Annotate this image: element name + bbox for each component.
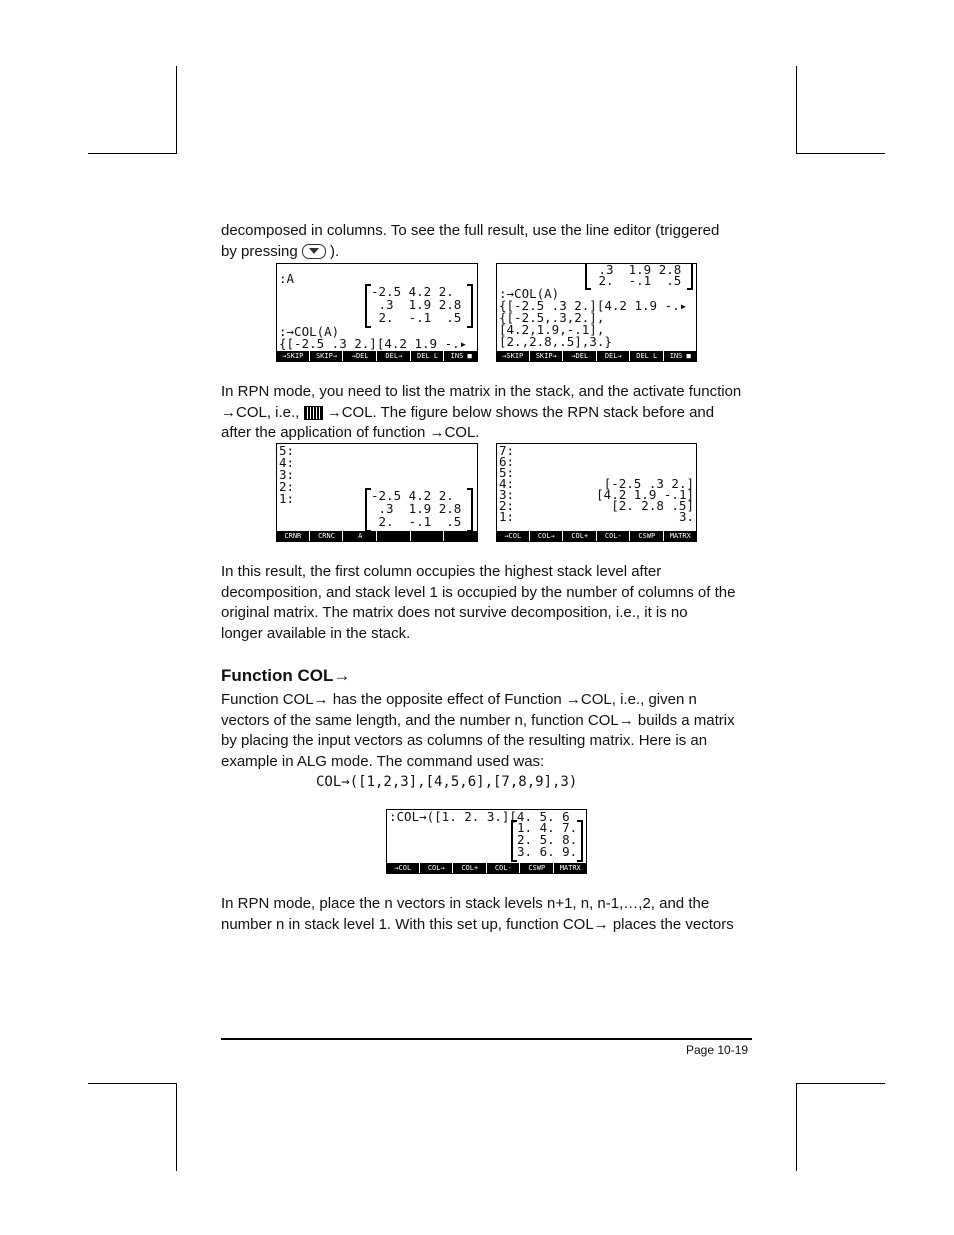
softkey-del-left[interactable]: →DEL [564,351,597,361]
screen-line: :→COL(A) [499,286,560,301]
matrix-row: 2. -.1 .5 [371,514,462,529]
stack-level-label: 6: [499,454,515,469]
softkey-del-line[interactable]: DEL L [631,351,664,361]
down-arrow-key-icon [302,244,326,259]
stack-level-label: 3: [499,487,515,502]
softkey-skip-left[interactable]: →SKIP [497,351,530,361]
softkey-menu [277,351,477,361]
result-paragraph [221,562,761,644]
crop-mark-br-v [796,1083,797,1171]
intro-line-1: decomposed in columns. To see the full result, use the line editor (triggered [221,222,720,239]
screen-line: [4.2,1.9,-.1], [499,322,605,337]
section-heading: Function COL→ [221,666,351,685]
screen-line: :COL→([1. 2. 3.][4. 5. 6 [389,809,570,824]
softkey-cswp[interactable]: CSWP [521,863,554,873]
rpn-paragraph [221,382,761,444]
softkey-skip-right[interactable]: SKIP→ [311,351,344,361]
softkey-crnr[interactable]: CRNR [277,531,310,541]
stack-level-label: 3: [279,467,295,482]
paragraph-line: Function COL→ has the opposite effect of Function →COL, i.e., given n [221,691,697,708]
matrix-row: 1. 4. 7. [517,820,578,835]
softkey-empty[interactable] [378,531,411,541]
softkey-to-col[interactable]: →COL [387,863,420,873]
matrix-row: 3. 6. 9. [517,844,578,859]
matrix-bracket-right [687,263,693,290]
page-number: Page 10-19 [686,1043,749,1057]
softkey-col-minus[interactable]: COL- [598,531,631,541]
softkey-del-right[interactable]: DEL→ [598,351,631,361]
softkey-skip-left[interactable]: →SKIP [277,351,310,361]
softkey-ins[interactable]: INS ■ [665,351,697,361]
paragraph-line: decomposition, and stack level 1 is occupied by the number of columns of the [221,583,736,601]
softkey-empty[interactable] [445,531,477,541]
intro-paragraph [221,221,761,262]
paragraph-line: vectors of the same length, and the number n, function COL→ builds a matrix [221,711,735,729]
rpn-col-paragraph [221,894,761,935]
crop-mark-tr-h [796,153,885,154]
matrix-row: .3 1.9 2.8 [371,297,462,312]
paragraph-line: In this result, the first column occupies the highest stack level after [221,563,662,580]
stack-level-label: 1: [499,509,515,524]
intro-line-2: by pressing ). [221,242,340,260]
matrix-row: .3 1.9 2.8 [591,263,682,277]
stack-level-label: 5: [499,465,515,480]
calculator-screen-alg-before [276,263,478,362]
stack-level-label: 5: [279,443,295,458]
stack-level-label: 2: [499,498,515,513]
matrix-row: .3 1.9 2.8 [371,501,462,516]
matrix-softkey-icon [304,406,323,420]
paragraph-line: In RPN mode, place the n vectors in stack levels n+1, n, n-1,…,2, and the [221,895,710,912]
softkey-col-minus[interactable]: COL- [488,863,521,873]
paragraph-line: original matrix. The matrix does not survive decomposition, i.e., it is no [221,604,688,621]
softkey-del-left[interactable]: →DEL [344,351,377,361]
stack-level-label: 4: [499,476,515,491]
crop-mark-br-h [796,1083,885,1084]
stack-value: [4.2 1.9 -.1] [596,487,694,502]
matrix-row: 2. 5. 8. [517,832,578,847]
crop-mark-tl-v [176,66,177,154]
softkey-menu [497,351,696,361]
softkey-ins[interactable]: INS ■ [445,351,477,361]
softkey-to-col[interactable]: →COL [497,531,530,541]
stack-level-label: 2: [279,479,295,494]
screen-line: {[-2.5,.3,2.], [499,310,605,325]
softkey-menu [387,863,586,873]
footer-rule [221,1038,752,1040]
screen-line: {[-2.5 .3 2.][4.2 1.9 -.▸ [499,298,688,313]
softkey-col-to[interactable]: COL→ [531,531,564,541]
screen-line: :→COL(A) [279,324,340,339]
screen-line: :A [279,271,295,286]
softkey-col-to[interactable]: COL→ [421,863,454,873]
paragraph-line: number n in stack level 1. With this set up, function COL→ places the vectors [221,915,734,933]
softkey-col-plus[interactable]: COL+ [454,863,487,873]
command-example: COL→([1,2,3],[4,5,6],[7,8,9],3) [316,774,578,790]
softkey-cswp[interactable]: CSWP [631,531,664,541]
softkey-del-right[interactable]: DEL→ [378,351,411,361]
stack-value: 3. [678,509,694,524]
paragraph-line: example in ALG mode. The command used was: [221,752,545,770]
screen-line: [2.,2.8,.5],3.} [499,334,612,349]
function-col-paragraph [221,690,761,793]
stack-level-label: 4: [279,455,295,470]
calculator-screen-rpn-after [496,443,697,542]
matrix-row: 2. -.1 .5 [371,310,462,325]
stack-level-label: 7: [499,443,515,458]
paragraph-line: longer available in the stack. [221,624,411,642]
paragraph-line: by placing the input vectors as columns of the resulting matrix. Here is an [221,732,708,749]
rpn-line-1: In RPN mode, you need to list the matrix in the stack, and the activate function [221,383,742,400]
softkey-col-plus[interactable]: COL+ [564,531,597,541]
softkey-menu [277,531,477,541]
matrix-bracket-right [467,488,473,532]
calculator-screen-col-result [386,809,587,874]
crop-mark-bl-h [88,1083,177,1084]
calculator-screen-rpn-before [276,443,478,542]
matrix-row: 2. -.1 .5 [591,273,682,288]
softkey-del-line[interactable]: DEL L [412,351,445,361]
softkey-skip-right[interactable]: SKIP→ [531,351,564,361]
crop-mark-tl-h [88,153,177,154]
rpn-line-2: →COL, i.e., →COL. The figure below shows the RPN stack before and [221,403,715,421]
matrix-bracket-right [467,284,473,328]
calculator-screen-alg-after [496,263,697,362]
softkey-empty[interactable] [412,531,445,541]
softkey-matrx[interactable]: MATRX [665,531,697,541]
crop-mark-bl-v [176,1083,177,1171]
matrix-row: -2.5 4.2 2. [371,284,454,299]
softkey-crnc[interactable]: CRNC [311,531,344,541]
crop-mark-tr-v [796,66,797,154]
matrix-row: -2.5 4.2 2. [371,488,454,503]
softkey-a[interactable]: A [344,531,377,541]
softkey-matrx[interactable]: MATRX [555,863,587,873]
screen-line: {[-2.5 .3 2.][4.2 1.9 -.▸ [279,336,468,351]
stack-value: [2. 2.8 .5] [611,498,694,513]
softkey-menu [497,531,696,541]
rpn-line-3: after the application of function →COL. [221,424,480,441]
stack-value: [-2.5 .3 2.] [603,476,694,491]
matrix-bracket-right [577,820,583,862]
stack-level-label: 1: [279,491,295,506]
